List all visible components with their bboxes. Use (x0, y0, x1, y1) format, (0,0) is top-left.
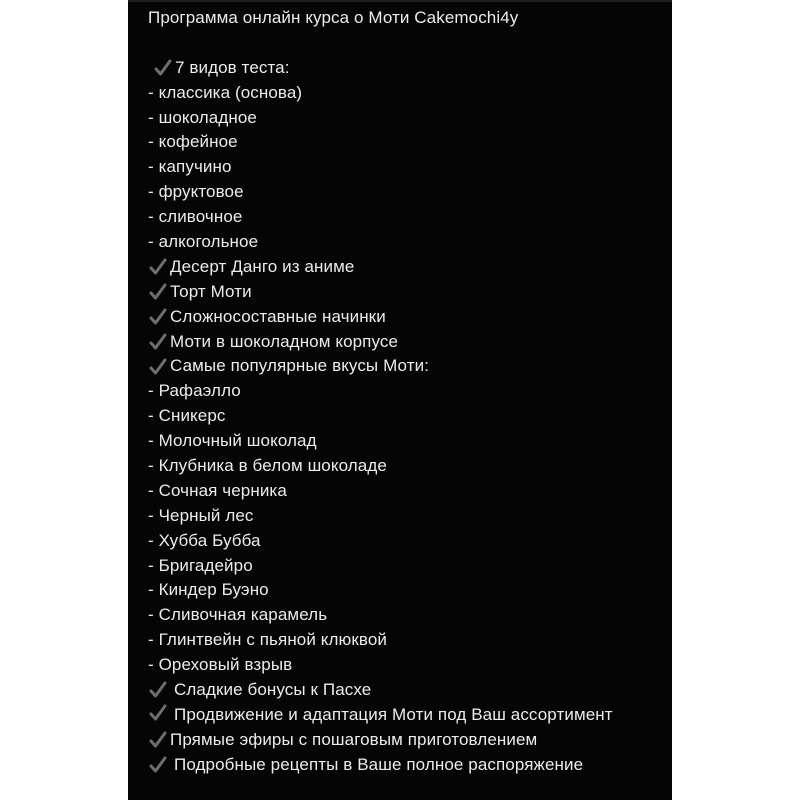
list-item-dash: - Сникерс (148, 406, 226, 426)
list-item-check (148, 354, 668, 379)
list-item-check (148, 280, 668, 305)
list-item-dash: - Молочный шоколад (148, 431, 317, 451)
list-item-dash: - алкогольное (148, 232, 259, 252)
checkmark-icon (148, 703, 168, 723)
list-item-dash: - Глинтвейн с пьяной клюквой (148, 630, 388, 650)
list-item-text: Прямые эфиры с пошаговым приготовлением (170, 729, 538, 749)
document-title: Программа онлайн курса о Моти Cakemochi4y (148, 8, 519, 27)
list-item-dash: - Клубника в белом шоколаде (148, 456, 387, 476)
checkmark-icon (148, 730, 168, 750)
list-item-dash: - Черный лес (148, 505, 254, 525)
list-item-check (148, 56, 668, 81)
checkmark-icon (148, 755, 168, 775)
list-item-dash: - Сливочная карамель (148, 605, 328, 625)
list-item-check (148, 330, 668, 355)
list-item-dash: - кофейное (148, 132, 238, 152)
document-content (148, 6, 668, 778)
list-item-text: Самые популярные вкусы Моти: (170, 356, 430, 376)
list-item-dash: - Бригадейро (148, 555, 253, 575)
list-item-dash: - Ореховый взрыв (148, 655, 293, 675)
list-item-dash: - Рафаэлло (148, 381, 241, 401)
list-item-check (148, 678, 668, 703)
list-item-dash: - фруктовое (148, 182, 244, 202)
checkmark-icon (153, 58, 173, 78)
list-item-dash: - капучино (148, 157, 232, 177)
checkmark-icon (148, 357, 168, 377)
list-item-text: Сладкие бонусы к Пасхе (174, 680, 372, 700)
list-item-check (148, 255, 668, 280)
list-item-check (148, 305, 668, 330)
list-item-text: Сложносоставные начинки (170, 306, 386, 326)
list-item-dash: - классика (основа) (148, 82, 303, 102)
checkmark-icon (148, 307, 168, 327)
list-item-text: Подробные рецепты в Ваше полное распоряжение (174, 754, 584, 774)
checkmark-icon (148, 680, 168, 700)
checkmark-icon (148, 282, 168, 302)
list-item-text: Торт Моти (170, 281, 252, 301)
list-item-check (148, 728, 668, 753)
list-item-dash: - Сочная черника (148, 480, 287, 500)
list-item-text: Продвижение и адаптация Моти под Ваш ассортимент (174, 704, 613, 724)
list-item-text: 7 видов теста: (175, 57, 290, 77)
list-item-check (148, 753, 668, 778)
list-item-text: Моти в шоколадном корпусе (170, 331, 399, 351)
checkmark-icon (148, 257, 168, 277)
list-item-dash: - Хубба Бубба (148, 530, 261, 550)
checkmark-icon (148, 332, 168, 352)
list-item-dash: - Киндер Буэно (148, 580, 269, 600)
list-item-text: Десерт Данго из аниме (170, 256, 355, 276)
list-item-check (148, 703, 668, 728)
list-item-dash: - сливочное (148, 207, 243, 227)
list-item-dash: - шоколадное (148, 107, 257, 127)
document-panel (128, 0, 672, 800)
